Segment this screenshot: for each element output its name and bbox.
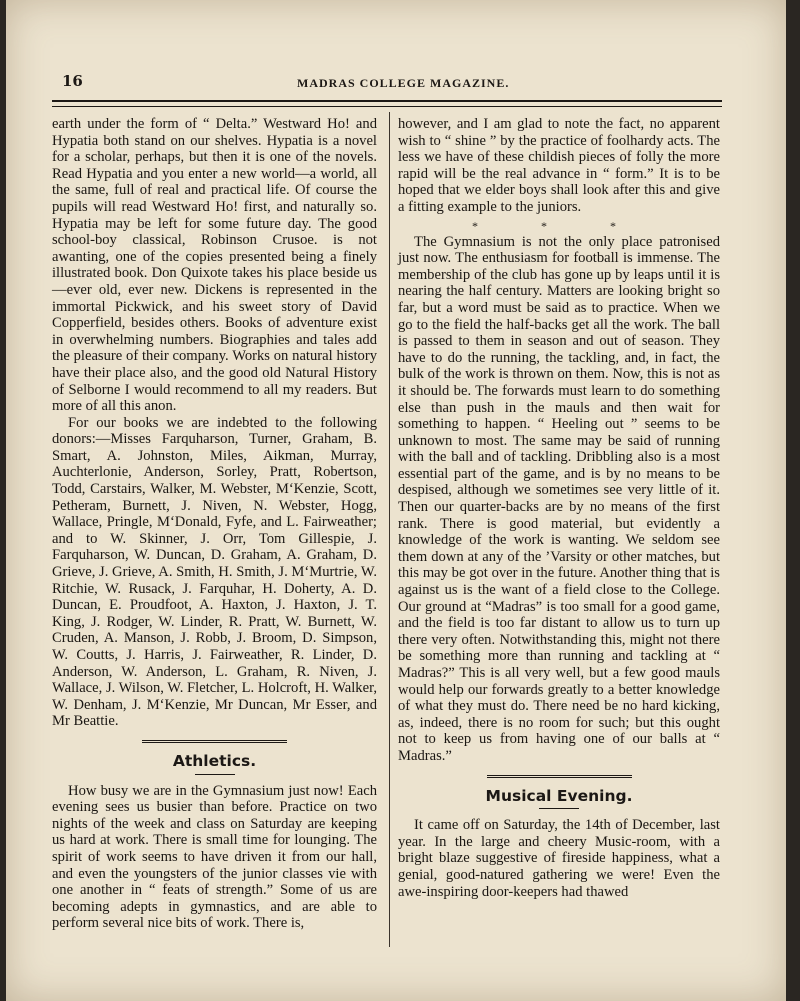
athletics-paragraph: How busy we are in the Gymnasium just now! Each evening sees us busier than before. Practice on two nights of the week and class on Saturday are keeping us hard at work. There is small time for lounging. The spirit of work seems to have driven it from our hall, and even the youngsters of the junior classes vie with one another in “ feats of strength.” Some of us are becoming adepts in gymnastics, and are able to perform several nice bits of work. There is, xyxy=(52,782,377,932)
athletics-heading: Athletics. xyxy=(172,751,257,770)
page-header xyxy=(62,72,722,96)
musical-evening-heading: Musical Evening. xyxy=(485,786,633,805)
running-title: MADRAS COLLEGE MAGAZINE. xyxy=(297,76,510,90)
donors-paragraph: For our books we are indebted to the following donors:—Misses Farquharson, Turner, Graham, B. Smart, A. Johnston, Miles, Aikman, Murray, Auchterlonie, Anderson, Sorley, Pratt, Robertson, Todd, Carstairs, Walker, M. Webster, M‘Kenzie, Scott, Petheram, Burnett, J. Niven, N. Webster, Hogg, Wallace, Pringle, M‘Donald, Fyfe, and L. Fairweather; and to W. Skinner, J. Orr, Tom Gillespie, J. Farquharson, W. Duncan, D. Graham, A. Graham, D. Grieve, J. Grieve, A. Smith, H. Smith, J. M‘Murtrie, W. Ritchie, W. Rusack, J. Farquhar, H. Doherty, A. D. Duncan, E. Proudfoot, A. Haxton, J. Haxton, J. T. King, J. Rodger, W. Linder, R. Pratt, W. Burnett, W. Cruden, A. Manson, J. Robb, J. Broom, D. Simpson, W. Coutts, J. Harris, J. Fairweather, R. Linder, D. Anderson, W. Anderson, L. Graham, R. Niven, J. Wallace, J. Wilson, W. Fletcher, L. Holcroft, H. Walker, W. Denham, J. M‘Kenzie, Mr Duncan, Mr Esser, and Mr Beattie. xyxy=(52,414,377,730)
left-column xyxy=(52,116,377,932)
header-rule xyxy=(52,100,722,102)
header-rule-thin xyxy=(52,106,722,107)
heading-rule xyxy=(487,775,632,780)
athletics-heading-block xyxy=(52,740,377,775)
right-column xyxy=(398,116,720,900)
musical-heading-block xyxy=(398,775,720,810)
section-separator-stars: * * * xyxy=(472,218,646,233)
football-paragraph: The Gymnasium is not the only place patronised just now. The enthusiasm for football is immense. The membership of the club has gone up by leaps until it is nearing the half century. Matters are looking bright so far, but a word must be said as to practice. When we go to the field the half-backs get all the work. The ball is passed to them in season and out of season. They have to do the running, the tackling, and, in fact, the bulk of the work is thrown on them. Now, this is not as it should be. The forwards must learn to do something else than push in the mauls and then wait for something to happen. “ Heeling out ” seems to be unknown to most. The same may be said of running with the ball and of tackling. Dribbling also is a most essential part of the game, and is by no means to be despised, although we sometimes see very little of it. Then our quarter-backs are by no means of the first rank. There is good material, but evidently a knowledge of the work is wanting. We seldom see them down at any of the ’Varsity or other matches, but this may be got over in the future. Another thing that is against us is the want of a field close to the College. Our ground at “Madras” is too small for a good game, and the field is too far distant to allow us to turn up there very often. Notwithstanding this, might not there be something more than running and tackling at “ Madras?” This is all very well, but a few good mauls would help our forwards greatly to a better knowledge of what they must do. There need be no hard kicking, as, indeed, there is no room for such; but this ought not to keep us from having one of our balls at “ Madras.” xyxy=(398,233,720,764)
books-paragraph: earth under the form of “ Delta.” Westward Ho! and Hypatia both stand on our shelves. Hypatia is a novel for a scholar, perhaps, but then it is one of the novels. Read Hypatia and you enter a new world—a world, all the same, full of real and practical life. Of course the pupils will read Westward Ho! first, and naturally so. Hypatia may be left for some future day. The good school-boy classical, Robinson Crusoe. is not awanting, one of the copies presented being a finely illustrated book. Don Quixote takes his place beside us—ever old, ever new. Dickens is represented in the immortal Pickwick, and his sweet story of David Copperfield, besides others. Books of adventure exist in overwhelming numbers. Biographies and tales add the pleasure of their company. Works on natural history have their place also, and the good old Natural History of Selborne I would recommend to all my readers. But more of all this anon. xyxy=(52,116,377,415)
page-number: 16 xyxy=(62,72,83,90)
musical-paragraph: It came off on Saturday, the 14th of December, last year. In the large and cheery Music-room, with a bright blaze suggestive of fireside happiness, what a genial, good-natured gathering we were! Even the awe-inspiring door-keepers had thawed xyxy=(398,817,720,900)
heading-rule xyxy=(142,740,287,745)
column-divider xyxy=(389,112,390,947)
gymnasium-continued-paragraph: however, and I am glad to note the fact, no apparent wish to “ shine ” by the practice of foolhardy acts. The less we have of these childish pieces of folly the more rapid will be the real advance in “ form.” It is to be hoped that we elder boys shall look after this and give a fitting example to the juniors. xyxy=(398,116,720,215)
heading-underline xyxy=(539,808,579,809)
heading-underline xyxy=(195,774,235,775)
